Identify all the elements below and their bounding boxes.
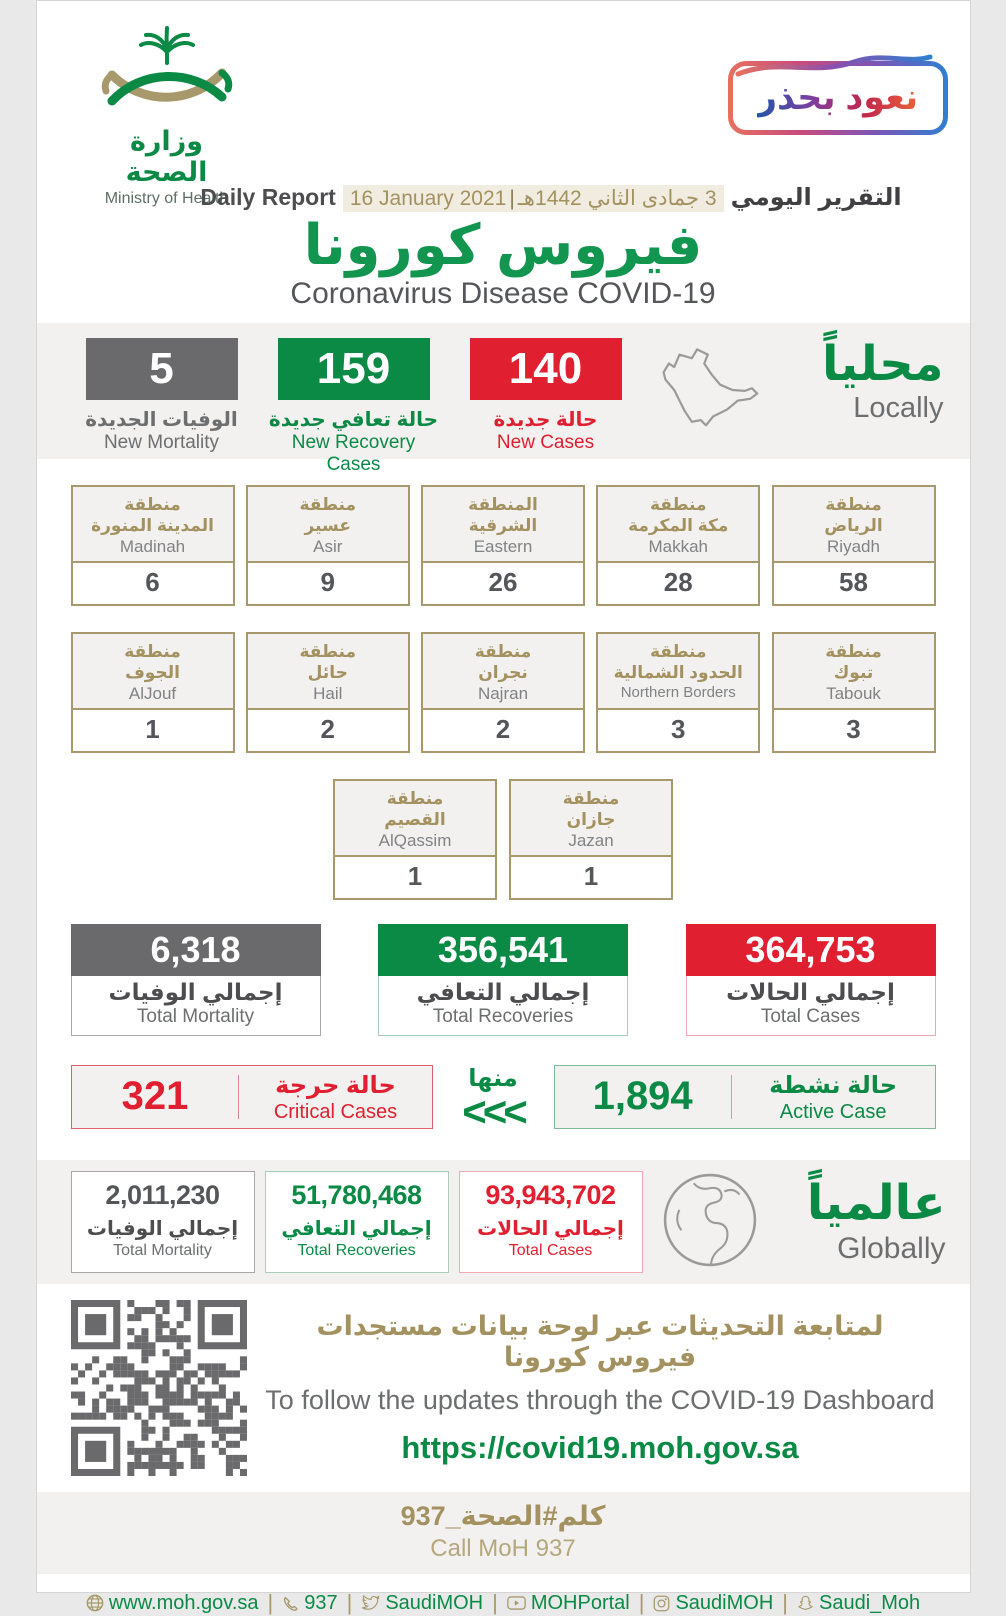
footer-item-label: SaudiMOH xyxy=(385,1592,483,1615)
region-card-madinah xyxy=(71,485,235,606)
new-mortality-label-ar: الوفيات الجديدة xyxy=(73,407,251,432)
region-value: 1 xyxy=(73,710,233,751)
region-name-ar: منطقة عسير xyxy=(250,494,406,537)
total-cases-value: 364,753 xyxy=(686,924,936,976)
daily-report-label-ar: التقرير اليومي xyxy=(731,183,902,212)
total-recoveries-label-en: Total Recoveries xyxy=(379,1006,627,1028)
logo-arabic-label: وزارة الصحة xyxy=(87,126,247,188)
globally-label-en: Globally xyxy=(807,1232,946,1266)
region-card-riyadh xyxy=(772,485,936,606)
global-mortality-label-en: Total Mortality xyxy=(72,1242,254,1260)
globe-icon xyxy=(86,1594,104,1612)
dashboard-section xyxy=(37,1284,970,1476)
footer-item-label: www.moh.gov.sa xyxy=(109,1592,259,1615)
total-mortality-label-ar: إجمالي الوفيات xyxy=(72,979,320,1006)
regions-row-1 xyxy=(37,485,970,606)
region-name-ar: منطقة الحدود الشمالية xyxy=(600,641,756,684)
footer-links xyxy=(37,1574,970,1616)
total-cases-block xyxy=(686,924,936,1036)
footer-item-youtube[interactable] xyxy=(507,1592,630,1615)
region-name-en: AlJouf xyxy=(75,684,231,704)
footer-separator: | xyxy=(268,1590,274,1616)
region-card-tabouk xyxy=(772,632,936,753)
twitter-icon xyxy=(361,1595,380,1612)
region-value: 26 xyxy=(423,563,583,604)
of-which-indicator xyxy=(433,1064,554,1131)
total-recoveries-block xyxy=(378,924,628,1036)
region-name-en: Tabouk xyxy=(776,684,932,704)
region-name-ar: المنطقة الشرقية xyxy=(425,494,581,537)
footer-item-label: 937 xyxy=(304,1592,337,1615)
globally-label-ar: عالمياً xyxy=(807,1179,946,1229)
region-name-ar: منطقة المدينة المنورة xyxy=(75,494,231,537)
region-value: 28 xyxy=(598,563,758,604)
global-cases-value: 93,943,702 xyxy=(460,1180,642,1211)
new-cases-value: 140 xyxy=(470,338,622,400)
footer-item-instagram[interactable] xyxy=(653,1592,773,1615)
report-date-line xyxy=(85,183,1006,212)
daily-report-page xyxy=(36,0,971,1593)
active-cases-label-en: Active Case xyxy=(732,1101,935,1123)
logo-english-label: Ministry of Health xyxy=(87,190,247,208)
footer-item-twitter[interactable] xyxy=(361,1592,483,1615)
new-recoveries-label-ar: حالة تعافي جديدة xyxy=(265,407,443,432)
region-card-hail xyxy=(246,632,410,753)
region-value: 3 xyxy=(774,710,934,751)
badge-label: نعود بحذر xyxy=(757,78,918,118)
critical-cases-label-ar: حالة حرجة xyxy=(239,1073,431,1099)
global-recoveries-value: 51,780,468 xyxy=(266,1180,448,1211)
active-cases-box xyxy=(554,1065,936,1129)
new-mortality-stat xyxy=(73,338,251,454)
global-cases-label-ar: إجمالي الحالات xyxy=(460,1216,642,1241)
dashboard-note-ar: لمتابعة التحديثات عبر لوحة بيانات مستجدات فيروس كورونا xyxy=(265,1311,936,1373)
region-name-en: Najran xyxy=(425,684,581,704)
header xyxy=(37,1,970,177)
region-value: 1 xyxy=(511,857,671,898)
region-card-najran xyxy=(421,632,585,753)
global-recoveries-label-en: Total Recoveries xyxy=(266,1242,448,1260)
locally-label xyxy=(822,338,944,425)
region-card-makkah xyxy=(596,485,760,606)
region-value: 6 xyxy=(73,563,233,604)
youtube-icon xyxy=(507,1595,526,1611)
footer-item-website[interactable] xyxy=(86,1592,259,1615)
region-name-en: AlQassim xyxy=(337,831,493,851)
report-date-highlight xyxy=(343,185,724,212)
new-recoveries-stat xyxy=(265,338,443,476)
region-value: 2 xyxy=(248,710,408,751)
region-name-en: Riyadh xyxy=(776,537,932,557)
global-recoveries-label-ar: إجمالي التعافي xyxy=(266,1216,448,1241)
region-name-en: Asir xyxy=(250,537,406,557)
report-date-separator: | xyxy=(509,187,514,211)
qr-code xyxy=(71,1300,247,1476)
region-card-asir xyxy=(246,485,410,606)
new-cases-label-ar: حالة جديدة xyxy=(457,407,635,432)
snapchat-icon xyxy=(797,1595,814,1612)
region-name-en: Makkah xyxy=(600,537,756,557)
footer-separator: | xyxy=(782,1590,788,1616)
globally-label xyxy=(807,1179,946,1265)
total-cases-label-ar: إجمالي الحالات xyxy=(687,979,935,1006)
return-with-caution-badge xyxy=(728,61,948,135)
totals-row xyxy=(37,924,970,1036)
region-card-alqassim xyxy=(333,779,497,900)
region-name-ar: منطقة جازان xyxy=(513,788,669,831)
region-value: 58 xyxy=(774,563,934,604)
locally-label-en: Locally xyxy=(822,392,944,425)
critical-cases-value: 321 xyxy=(72,1074,239,1119)
footer-item-snapchat[interactable] xyxy=(797,1592,920,1615)
chevrons-icon: <<< xyxy=(433,1093,554,1131)
region-value: 3 xyxy=(598,710,758,751)
global-recoveries-box xyxy=(265,1171,449,1273)
regions-row-2 xyxy=(37,632,970,753)
region-name-ar: منطقة حائل xyxy=(250,641,406,684)
footer-separator: | xyxy=(492,1590,498,1616)
footer-item-label: Saudi_Moh xyxy=(819,1592,920,1615)
new-cases-label-en: New Cases xyxy=(457,432,635,454)
call-moh-english: Call MoH 937 xyxy=(37,1535,970,1563)
region-name-en: Eastern xyxy=(425,537,581,557)
globe-icon xyxy=(661,1171,759,1274)
moh-emblem-icon xyxy=(92,23,242,123)
page-title-english: Coronavirus Disease COVID-19 xyxy=(37,277,970,311)
region-card-northern-borders xyxy=(596,632,760,753)
locally-label-ar: محلياً xyxy=(822,340,944,390)
total-cases-label-en: Total Cases xyxy=(687,1006,935,1028)
global-mortality-box xyxy=(71,1171,255,1273)
report-date-hijri: 3 جمادى الثاني 1442هـ xyxy=(518,186,717,211)
region-name-en: Jazan xyxy=(513,831,669,851)
footer-separator: | xyxy=(347,1590,353,1616)
saudi-map-icon xyxy=(653,340,759,445)
instagram-icon xyxy=(653,1595,670,1612)
region-name-ar: منطقة الجوف xyxy=(75,641,231,684)
footer-item-label: MOHPortal xyxy=(531,1592,630,1615)
regions-row-3 xyxy=(37,779,970,900)
report-date-gregorian: 16 January 2021 xyxy=(350,187,506,211)
new-cases-stat xyxy=(457,338,635,454)
region-card-eastern xyxy=(421,485,585,606)
phone-icon xyxy=(282,1595,299,1612)
global-mortality-value: 2,011,230 xyxy=(72,1180,254,1211)
critical-cases-label-en: Critical Cases xyxy=(239,1101,431,1123)
region-card-aljouf xyxy=(71,632,235,753)
daily-report-label-en: Daily Report xyxy=(200,184,335,211)
region-name-ar: منطقة تبوك xyxy=(776,641,932,684)
region-value: 1 xyxy=(335,857,495,898)
total-recoveries-label-ar: إجمالي التعافي xyxy=(379,979,627,1006)
global-mortality-label-ar: إجمالي الوفيات xyxy=(72,1216,254,1241)
region-name-en: Hail xyxy=(250,684,406,704)
region-value: 2 xyxy=(423,710,583,751)
total-mortality-block xyxy=(71,924,321,1036)
global-cases-label-en: Total Cases xyxy=(460,1242,642,1260)
region-name-ar: منطقة الرياض xyxy=(776,494,932,537)
page-title-arabic: فيروس كورونا xyxy=(37,214,970,276)
active-cases-label-ar: حالة نشطة xyxy=(732,1073,935,1099)
region-name-ar: منطقة مكة المكرمة xyxy=(600,494,756,537)
total-mortality-value: 6,318 xyxy=(71,924,321,976)
call-moh-section xyxy=(37,1492,970,1574)
total-mortality-label-en: Total Mortality xyxy=(72,1006,320,1028)
dashboard-note-en: To follow the updates through the COVID-19 Dashboard xyxy=(265,1385,936,1416)
region-value: 9 xyxy=(248,563,408,604)
region-name-en: Northern Borders xyxy=(600,684,756,701)
active-cases-value: 1,894 xyxy=(555,1074,731,1119)
region-name-ar: منطقة القصيم xyxy=(337,788,493,831)
of-which-label: منها xyxy=(433,1064,554,1093)
region-name-ar: منطقة نجران xyxy=(425,641,581,684)
critical-cases-box xyxy=(71,1065,433,1129)
critical-active-row xyxy=(37,1064,970,1131)
ministry-logo xyxy=(87,23,247,208)
new-recoveries-label-en: New Recovery Cases xyxy=(265,432,443,476)
call-moh-arabic: كلم#الصحة_937 xyxy=(37,1501,970,1532)
total-recoveries-value: 356,541 xyxy=(378,924,628,976)
badge-inner xyxy=(733,66,943,130)
locally-section xyxy=(37,323,970,459)
global-cases-box xyxy=(459,1171,643,1273)
footer-item-label: SaudiMOH xyxy=(675,1592,773,1615)
region-card-jazan xyxy=(509,779,673,900)
globally-section xyxy=(37,1160,970,1284)
new-mortality-value: 5 xyxy=(86,338,238,400)
footer-separator: | xyxy=(639,1590,645,1616)
new-mortality-label-en: New Mortality xyxy=(73,432,251,454)
region-name-en: Madinah xyxy=(75,537,231,557)
footer-item-phone[interactable] xyxy=(282,1592,337,1615)
dashboard-url-link[interactable]: https://covid19.moh.gov.sa xyxy=(401,1430,798,1466)
new-recoveries-value: 159 xyxy=(278,338,430,400)
